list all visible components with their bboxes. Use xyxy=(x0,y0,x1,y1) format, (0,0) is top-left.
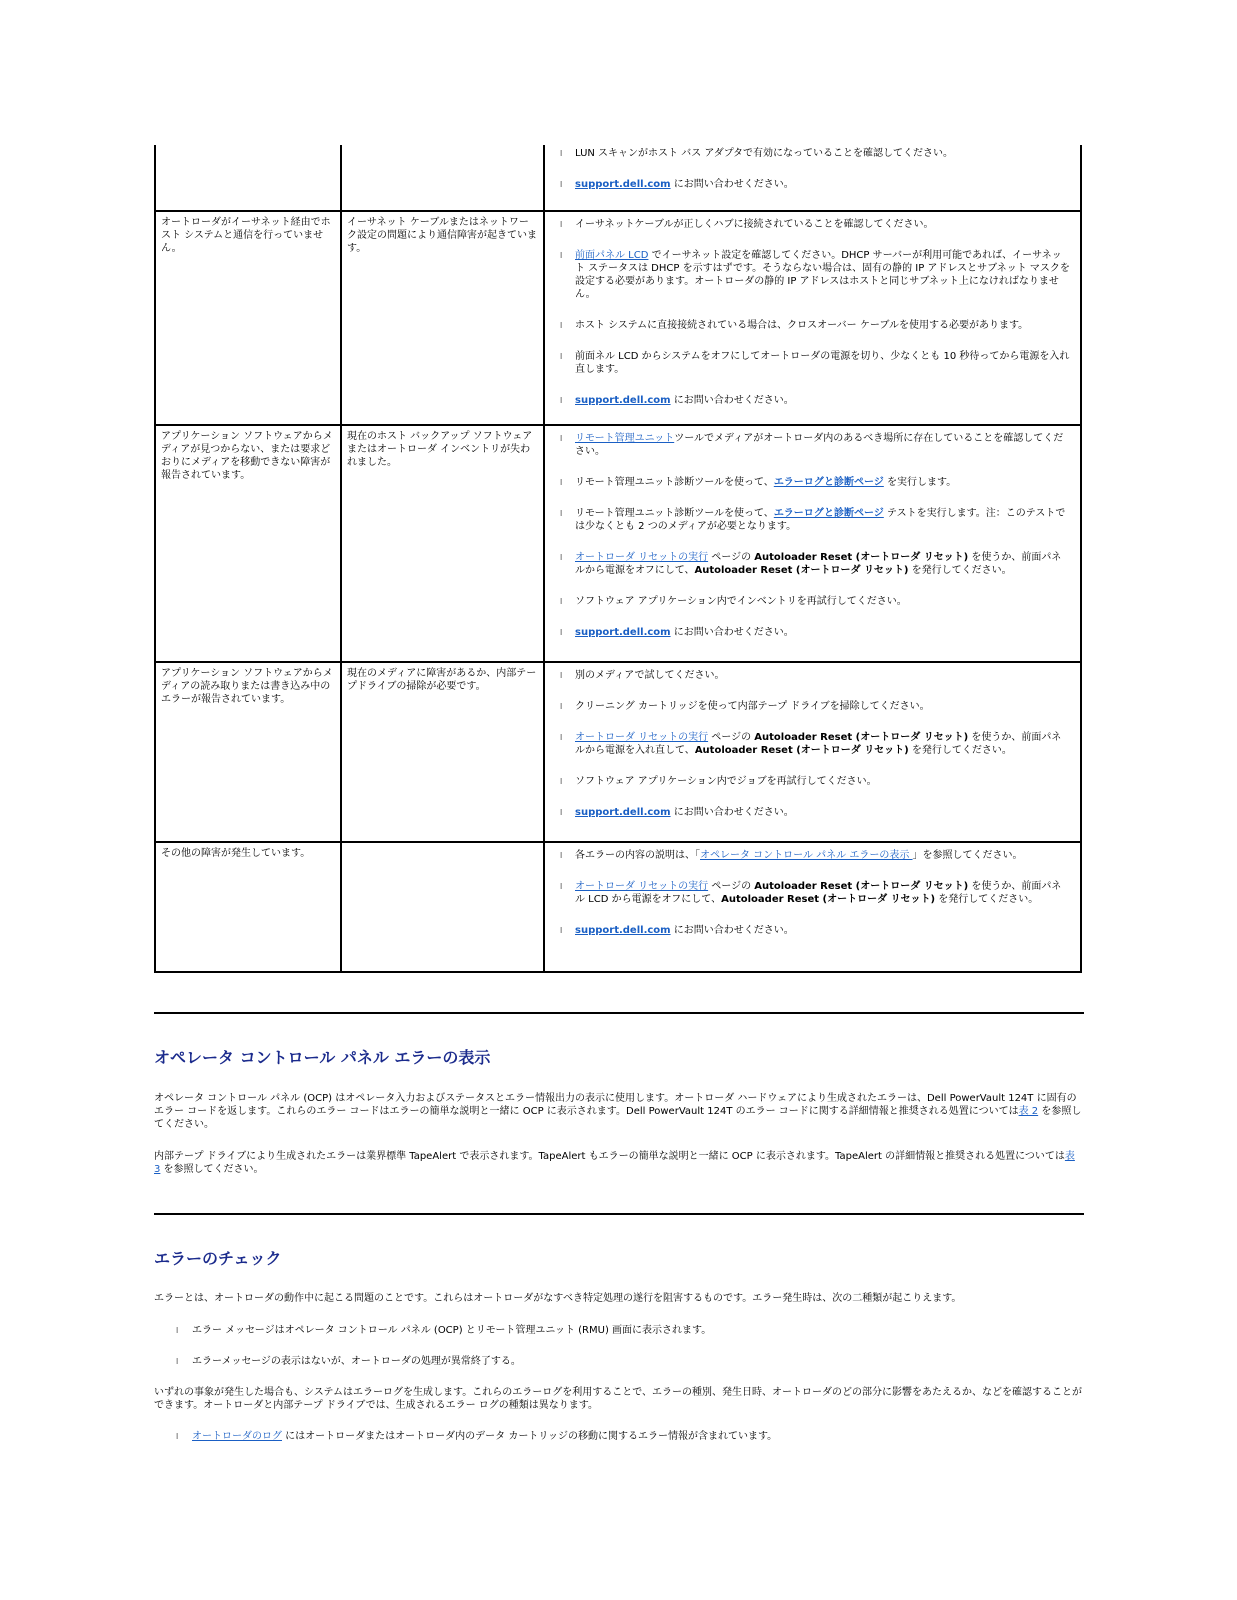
front-panel-lcd-link[interactable]: 前面パネル LCD xyxy=(575,250,649,261)
error-log-paragraph: いずれの事象が発生した場合も、システムはエラーログを生成します。これらのエラーログを利用することで、エラーの種別、発生日時、オートローダのどの部分に影響をあたえるか、などを確認することができます。オートローダと内部テープ ドライブでは、生成されるエラー ログの種類は異なります。 xyxy=(154,1387,1082,1411)
list-item xyxy=(560,849,1070,862)
ocp-errors-link[interactable]: オペレータ コントロール パネル エラーの表示 xyxy=(700,850,913,861)
reset-label: Autoloader Reset (オートローダ リセット) xyxy=(694,565,909,576)
item-text: ホスト システムに直接接続されている場合は、クロスオーバー ケーブルを使用する必要があります。 xyxy=(575,320,1029,331)
support-link[interactable]: support.dell.com xyxy=(575,179,671,190)
list-item xyxy=(560,476,1070,489)
list-item xyxy=(560,806,1070,819)
bullet-icon: l xyxy=(560,882,563,891)
item-text: ソフトウェア アプリケーション内でジョブを再試行してください。 xyxy=(575,776,877,787)
list-item xyxy=(154,1355,1084,1368)
cause-cell xyxy=(341,145,544,211)
list-item xyxy=(560,249,1070,301)
list-item xyxy=(560,218,1070,231)
item-text: を使うか、前面パネルから電源を入れ直して、 xyxy=(575,732,1062,756)
item-text: を使うか、前面パネル LCD から電源をオフにして、 xyxy=(575,881,1062,905)
list-item xyxy=(560,394,1070,407)
cause-cell: イーサネット ケーブルまたはネットワーク設定の問題により通信障害が起きています。 xyxy=(341,211,544,425)
para-text: を参照してください。 xyxy=(154,1106,1082,1130)
action-cell xyxy=(544,211,1081,425)
cause-cell: 現在のメディアに障害があるか、内部テープドライブの掃除が必要です。 xyxy=(341,662,544,842)
problem-cell: アプリケーション ソフトウェアからメディアが見つからない、または要求どおりにメディアを移動できない障害が報告されています。 xyxy=(155,425,341,662)
table-2-link[interactable]: 表 2 xyxy=(1018,1106,1039,1117)
item-text: ページの xyxy=(708,552,755,563)
problem-cell: その他の障害が発生しています。 xyxy=(155,842,341,972)
bullet-icon: l xyxy=(560,851,563,860)
bullet-icon: l xyxy=(560,396,563,405)
reset-label: Autoloader Reset (オートローダ リセット) xyxy=(721,894,936,905)
reset-label: Autoloader Reset (オートローダ リセット) xyxy=(754,552,969,563)
autoloader-reset-link[interactable]: オートローダ リセットの実行 xyxy=(575,881,709,892)
section-divider xyxy=(154,1213,1084,1215)
support-link[interactable]: support.dell.com xyxy=(575,925,671,936)
item-text: を発行してください。 xyxy=(935,894,1039,905)
bullet-icon: l xyxy=(560,702,563,711)
bullet-icon: l xyxy=(560,149,563,158)
bullet-icon: l xyxy=(560,478,563,487)
list-item xyxy=(560,775,1070,788)
table-row xyxy=(155,211,1081,425)
table-row xyxy=(155,842,1081,972)
bullet-icon: l xyxy=(560,628,563,637)
table-row xyxy=(155,145,1081,211)
bullet-icon: l xyxy=(560,808,563,817)
list-item xyxy=(560,669,1070,682)
troubleshooting-table-container xyxy=(154,145,1082,973)
rmu-link[interactable]: リモート管理ユニット xyxy=(575,433,675,444)
item-text: にお問い合わせください。 xyxy=(670,807,794,818)
item-text: を使うか、前面パネルから電源をオフにして、 xyxy=(575,552,1062,576)
item-text: LUN スキャンがホスト バス アダプタで有効になっていることを確認してください。 xyxy=(575,148,954,159)
ocp-errors-heading: オペレータ コントロール パネル エラーの表示 xyxy=(154,1048,491,1067)
table-row xyxy=(155,662,1081,842)
list-item xyxy=(560,507,1070,533)
action-cell xyxy=(544,662,1081,842)
ocp-errors-paragraph xyxy=(154,1092,1084,1131)
troubleshooting-table xyxy=(154,145,1082,973)
item-text: 各エラーの内容の説明は、「 xyxy=(575,850,700,861)
item-text: 」を参照してください。 xyxy=(912,850,1023,861)
table-row xyxy=(155,425,1081,662)
action-cell xyxy=(544,842,1081,972)
list-item xyxy=(560,924,1070,937)
bullet-icon: l xyxy=(560,777,563,786)
bullet-icon: l xyxy=(560,597,563,606)
action-cell xyxy=(544,425,1081,662)
item-text: ツールでメディアがオートローダ内のあるべき場所に存在していることを確認してください。 xyxy=(575,433,1064,457)
item-text: を実行します。 xyxy=(883,477,957,488)
bullet-icon: l xyxy=(176,1357,179,1366)
list-item xyxy=(560,595,1070,608)
section-divider xyxy=(154,1012,1084,1014)
action-cell xyxy=(544,145,1081,211)
item-text: ソフトウェア アプリケーション内でインベントリを再試行してください。 xyxy=(575,596,907,607)
autoloader-reset-link[interactable]: オートローダ リセットの実行 xyxy=(575,552,709,563)
item-text: でイーサネット設定を確認してください。DHCP サーバーが利用可能であれば、イーサネット ステータスは DHCP を示すはずです。そうならない場合は、固有の静的 IP アドレスとサブネット マスクを設定する必要があります。オートローダの静的 IP アドレスはホストと同じサブネット上になければなりません。 xyxy=(575,250,1070,300)
bullet-icon: l xyxy=(560,434,563,443)
list-item xyxy=(154,1430,1084,1443)
reset-label: Autoloader Reset (オートローダ リセット) xyxy=(694,745,909,756)
support-link[interactable]: support.dell.com xyxy=(575,395,671,406)
bullet-icon: l xyxy=(560,671,563,680)
item-text: にはオートローダまたはオートローダ内のデータ カートリッジの移動に関するエラー情報が含まれています。 xyxy=(282,1431,778,1442)
list-item xyxy=(560,700,1070,713)
list-item xyxy=(560,147,1070,160)
list-item xyxy=(560,350,1070,376)
list-item xyxy=(560,178,1070,191)
item-text: 前面ネル LCD からシステムをオフにしてオートローダの電源を切り、少なくとも 10 秒待ってから電源を入れ直します。 xyxy=(575,351,1070,375)
autoloader-log-link[interactable]: オートローダのログ xyxy=(192,1431,282,1442)
table-3-link[interactable]: 表 3 xyxy=(154,1151,1075,1175)
list-item xyxy=(560,731,1070,757)
para-text: 内部テープ ドライブにより生成されたエラーは業界標準 TapeAlert で表示されます。TapeAlert もエラーの簡単な説明と一緒に OCP に表示されます。TapeAlert の詳細情報と推奨される処置については xyxy=(154,1151,1065,1162)
item-text: にお問い合わせください。 xyxy=(670,627,794,638)
reset-label: Autoloader Reset (オートローダ リセット) xyxy=(754,732,969,743)
error-check-heading: エラーのチェック xyxy=(154,1249,282,1268)
problem-cell: アプリケーション ソフトウェアからメディアの読み取りまたは書き込み中のエラーが報告されています。 xyxy=(155,662,341,842)
error-log-link[interactable]: エラーログと診断ページ xyxy=(773,477,884,488)
item-text: エラーメッセージの表示はないが、オートローダの処理が異常終了する。 xyxy=(192,1356,521,1367)
para-text: オペレータ コントロール パネル (OCP) はオペレータ入力およびステータスとエラー情報出力の表示に使用します。オートローダ ハードウェアにより生成されたエラーは、Dell PowerVault 124T に固有のエラー コードを返します。これらのエラー コードはエラーの簡単な説明と一緒に OCP に表示されます。Dell PowerVault 124T のエラー コードに関する詳細情報と推奨される処置については xyxy=(154,1093,1077,1117)
bullet-icon: l xyxy=(560,180,563,189)
support-link[interactable]: support.dell.com xyxy=(575,807,671,818)
bullet-icon: l xyxy=(560,321,563,330)
bullet-icon: l xyxy=(560,733,563,742)
item-text: リモート管理ユニット診断ツールを使って、 xyxy=(575,508,774,519)
bullet-icon: l xyxy=(560,553,563,562)
item-text: イーサネットケーブルが正しくハブに接続されていることを確認してください。 xyxy=(575,219,934,230)
autoloader-reset-link[interactable]: オートローダ リセットの実行 xyxy=(575,732,709,743)
log-list xyxy=(154,1430,1084,1443)
list-item xyxy=(560,432,1070,458)
bullet-icon: l xyxy=(560,926,563,935)
bullet-icon: l xyxy=(560,220,563,229)
bullet-icon: l xyxy=(176,1432,179,1441)
item-text: テストを実行します。注：このテストでは少なくとも 2 つのメディアが必要となります。 xyxy=(575,508,1066,532)
list-item xyxy=(560,626,1070,639)
error-types-list xyxy=(154,1355,1084,1368)
item-text: を発行してください。 xyxy=(908,565,1012,576)
para-text: を参照してください。 xyxy=(160,1164,264,1175)
reset-label: Autoloader Reset (オートローダ リセット) xyxy=(754,881,969,892)
item-text: を発行してください。 xyxy=(908,745,1012,756)
support-link[interactable]: support.dell.com xyxy=(575,627,671,638)
tapealert-paragraph xyxy=(154,1150,1084,1176)
bullet-icon: l xyxy=(560,509,563,518)
item-text: エラー メッセージはオペレータ コントロール パネル (OCP) とリモート管理ユニット (RMU) 画面に表示されます。 xyxy=(192,1325,712,1336)
problem-cell: オートローダがイーサネット経由でホスト システムと通信を行っていません。 xyxy=(155,211,341,425)
list-item xyxy=(560,551,1070,577)
item-text: にお問い合わせください。 xyxy=(670,925,794,936)
list-item xyxy=(560,319,1070,332)
item-text: 別のメディアで試してください。 xyxy=(575,670,725,681)
error-log-link[interactable]: エラーログと診断ページ xyxy=(773,508,884,519)
bullet-icon: l xyxy=(176,1326,179,1335)
item-text: ページの xyxy=(708,732,755,743)
item-text: クリーニング カートリッジを使って内部テープ ドライブを掃除してください。 xyxy=(575,701,930,712)
bullet-icon: l xyxy=(560,352,563,361)
problem-cell xyxy=(155,145,341,211)
item-text: リモート管理ユニット診断ツールを使って、 xyxy=(575,477,774,488)
item-text: ページの xyxy=(708,881,755,892)
cause-cell xyxy=(341,842,544,972)
error-check-intro: エラーとは、オートローダの動作中に起こる問題のことです。これらはオートローダがなすべき特定処理の遂行を阻害するものです。エラー発生時は、次の二種類が起こりえます。 xyxy=(154,1293,962,1304)
list-item xyxy=(154,1324,1084,1337)
error-types-list xyxy=(154,1324,1084,1337)
cause-cell: 現在のホスト バックアップ ソフトウェアまたはオートローダ インベントリが失われました。 xyxy=(341,425,544,662)
item-text: にお問い合わせください。 xyxy=(670,179,794,190)
bullet-icon: l xyxy=(560,251,563,260)
list-item xyxy=(560,880,1070,906)
item-text: にお問い合わせください。 xyxy=(670,395,794,406)
